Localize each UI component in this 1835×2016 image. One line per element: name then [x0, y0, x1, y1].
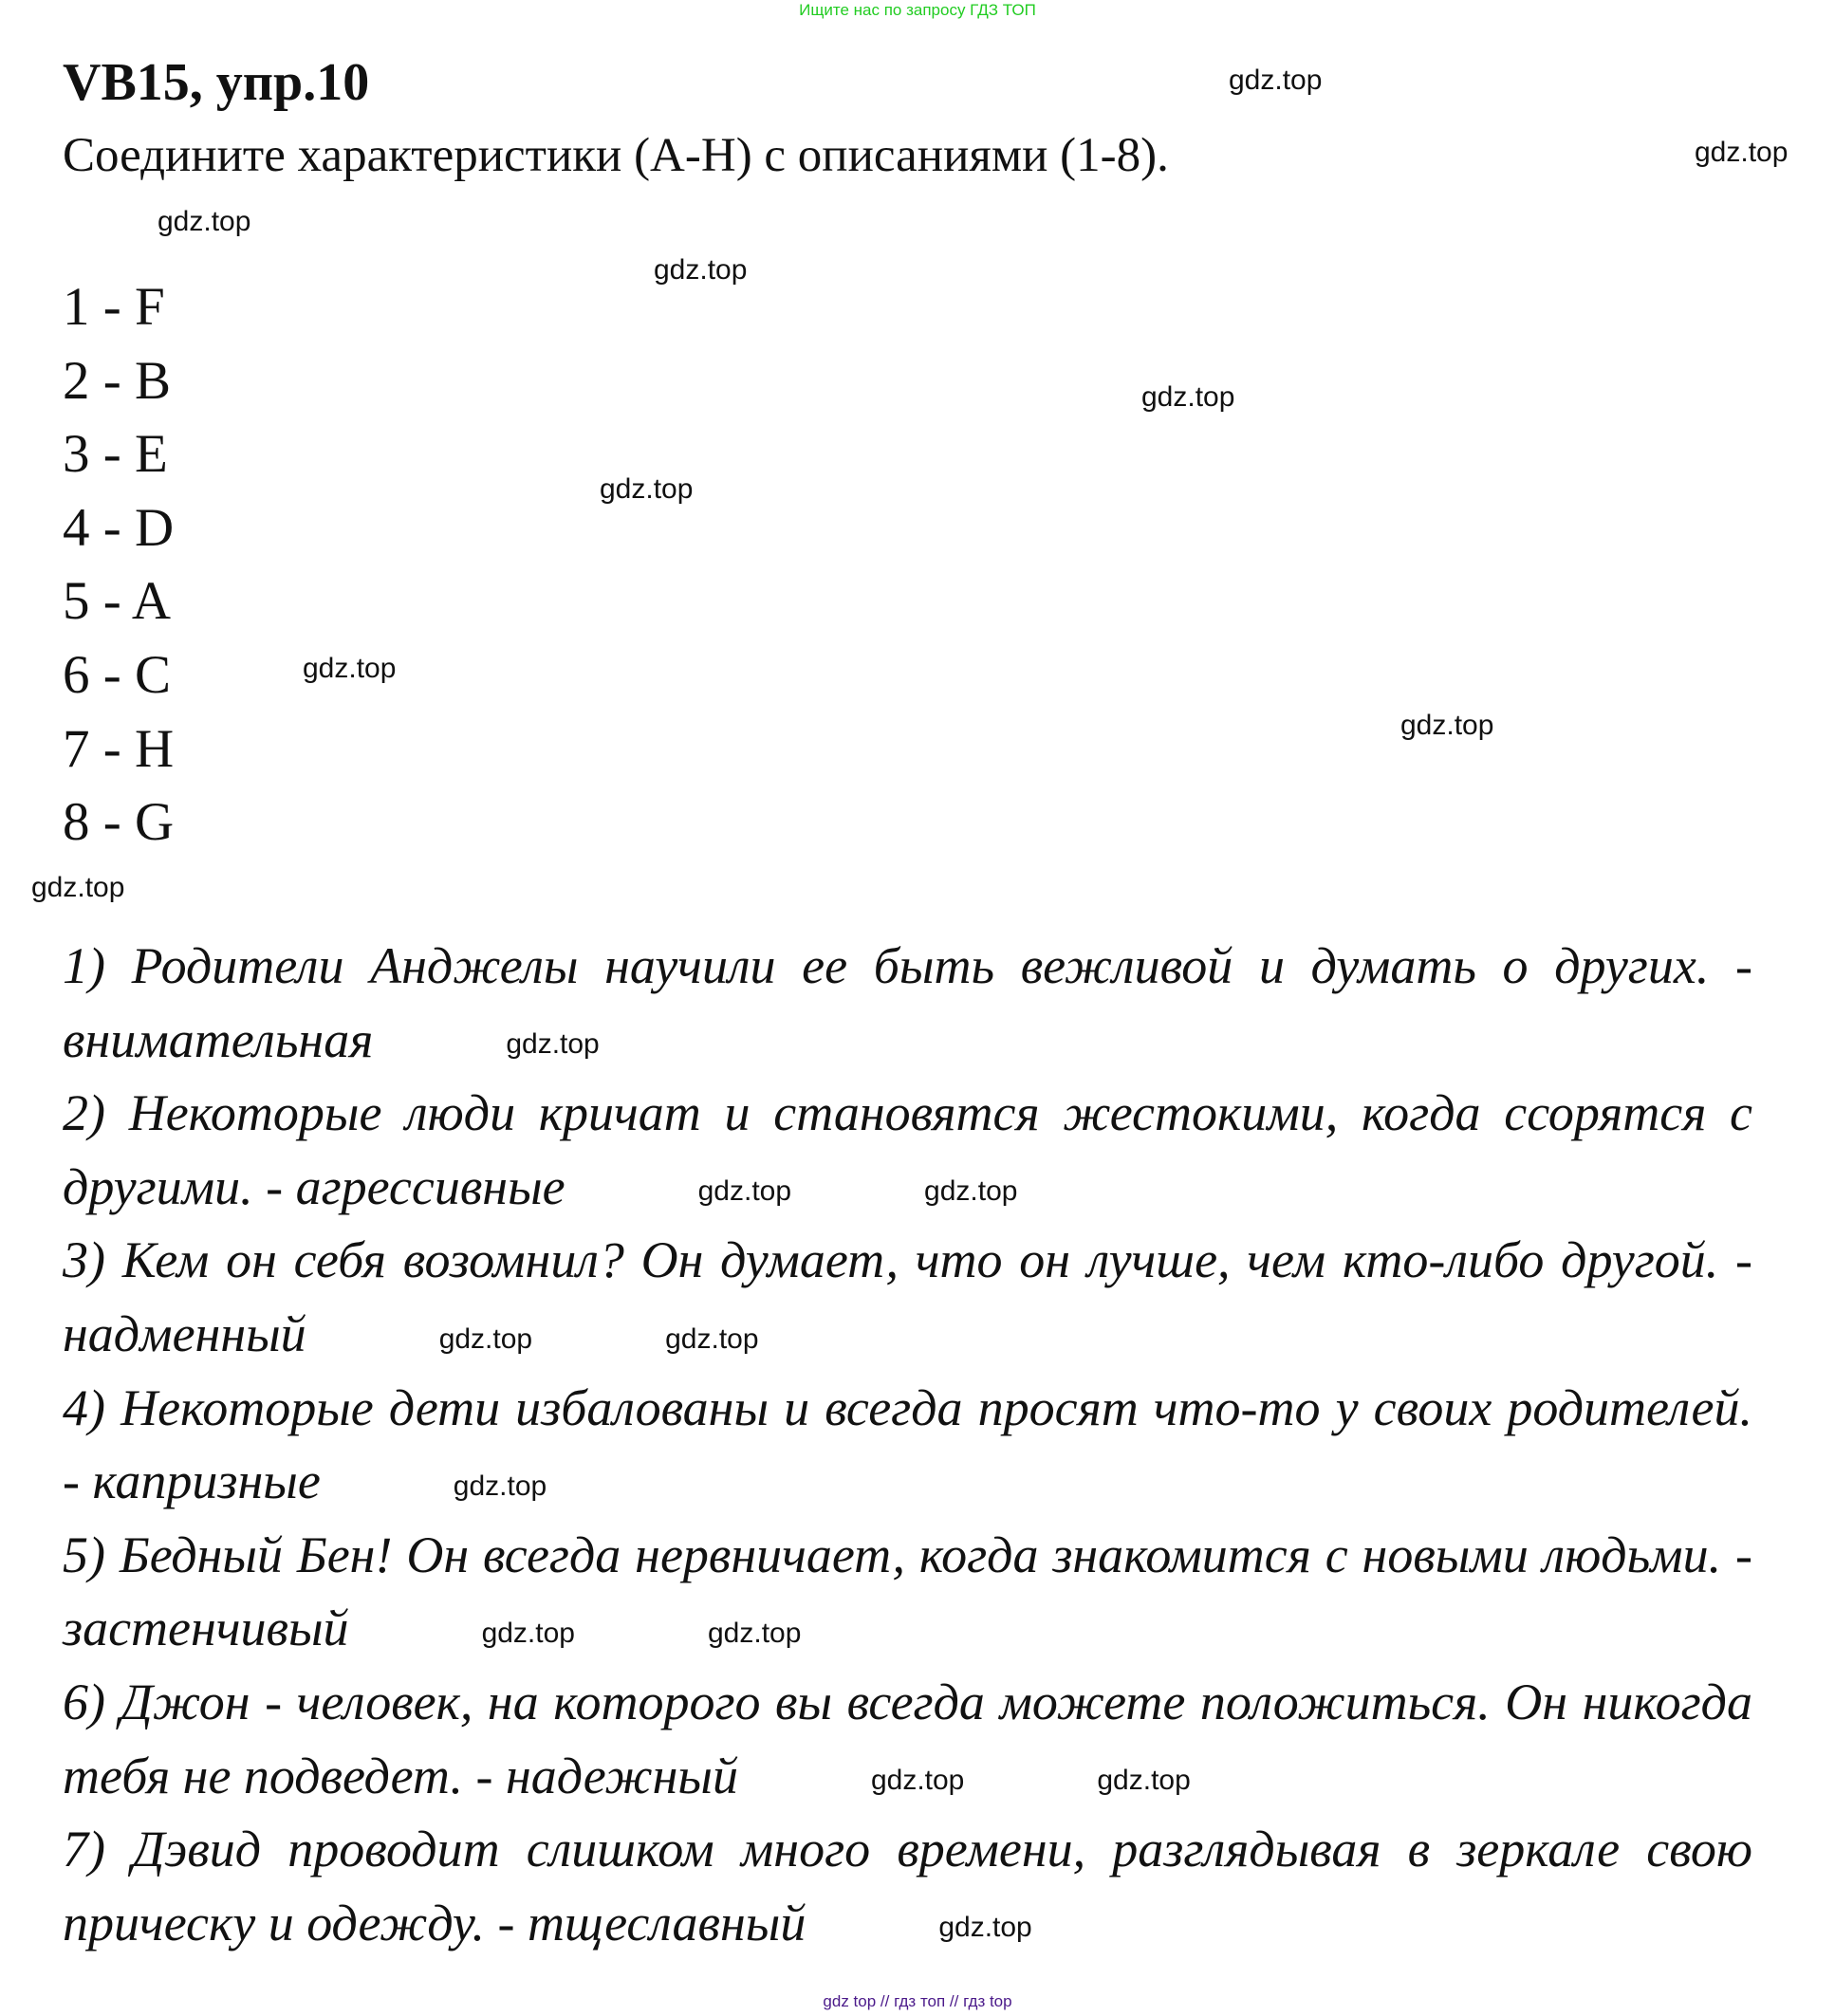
watermark: gdz.top: [1141, 381, 1235, 413]
watermark: gdz.top: [924, 1175, 1018, 1208]
watermark: gdz.top: [697, 1175, 792, 1208]
page-title: VB15, упр.10: [63, 53, 370, 112]
explanation-text: 2) Некоторые люди кричат и становятся жестокими, когда ссорятся с другими. - агрессивные: [63, 1084, 1752, 1215]
explanation-item: [63, 1519, 1752, 1666]
watermark: gdz.top: [938, 1912, 1032, 1944]
explanation-item: [63, 930, 1752, 1077]
answer-item: 1 - F: [63, 277, 165, 337]
explanation-text: 7) Дэвид проводит слишком много времени, разглядывая в зеркале свою прическу и одежду. - тщеславный: [63, 1821, 1752, 1951]
watermark: gdz.top: [600, 473, 694, 505]
watermark: gdz.top: [31, 872, 125, 903]
watermark: gdz.top: [1695, 137, 1789, 168]
explanation-text: 5) Бедный Бен! Он всегда нервничает, когда знакомится с новыми людьми. - застенчивый: [63, 1526, 1752, 1657]
watermark: gdz.top: [870, 1765, 965, 1797]
answer-item: 5 - A: [63, 571, 171, 632]
watermark: gdz.top: [438, 1322, 533, 1355]
explanation-item: [63, 1666, 1752, 1813]
watermark: gdz.top: [707, 1617, 802, 1649]
watermark: gdz.top: [506, 1028, 600, 1061]
answer-list: [63, 270, 174, 860]
answer-item: 7 - H: [63, 718, 175, 779]
explanation-item: [63, 1224, 1752, 1371]
answer-item: 6 - C: [63, 644, 171, 705]
answer-item: 8 - G: [63, 792, 175, 853]
explanation-text: 1) Родители Анджелы научили ее быть вежливой и думать о других. - внимательная: [63, 937, 1752, 1068]
explanation-item: [63, 1077, 1752, 1224]
answer-item: 2 - B: [63, 350, 171, 411]
watermark: gdz.top: [1400, 710, 1494, 741]
explanation-item: [63, 1372, 1752, 1519]
watermark: gdz.top: [654, 254, 748, 286]
task-instruction: Соедините характеристики (A-H) с описаниями (1-8).: [63, 129, 1169, 182]
explanation-text: 6) Джон - человек, на которого вы всегда можете положиться. Он никогда тебя не подведет. - надежный: [63, 1673, 1752, 1804]
answer-item: 3 - E: [63, 424, 168, 485]
explanation-list: [63, 930, 1752, 1960]
watermark: gdz.top: [158, 206, 251, 237]
watermark: gdz.top: [481, 1617, 575, 1649]
watermark: gdz.top: [453, 1470, 547, 1502]
footer-links: gdz top // гдз топ // гдз top: [823, 1992, 1012, 2010]
explanation-item: [63, 1813, 1752, 1960]
answer-item: 4 - D: [63, 497, 175, 558]
watermark: gdz.top: [303, 653, 397, 684]
search-banner: Ищите нас по запросу ГДЗ ТОП: [799, 1, 1036, 19]
watermark: gdz.top: [1097, 1765, 1191, 1797]
explanation-text: 4) Некоторые дети избалованы и всегда просят что-то у своих родителей. - капризные: [63, 1378, 1752, 1510]
watermark: gdz.top: [1229, 65, 1323, 96]
explanation-text: 3) Кем он себя возомнил? Он думает, что он лучше, чем кто-либо другой. - надменный: [63, 1231, 1752, 1362]
watermark: gdz.top: [665, 1322, 759, 1355]
